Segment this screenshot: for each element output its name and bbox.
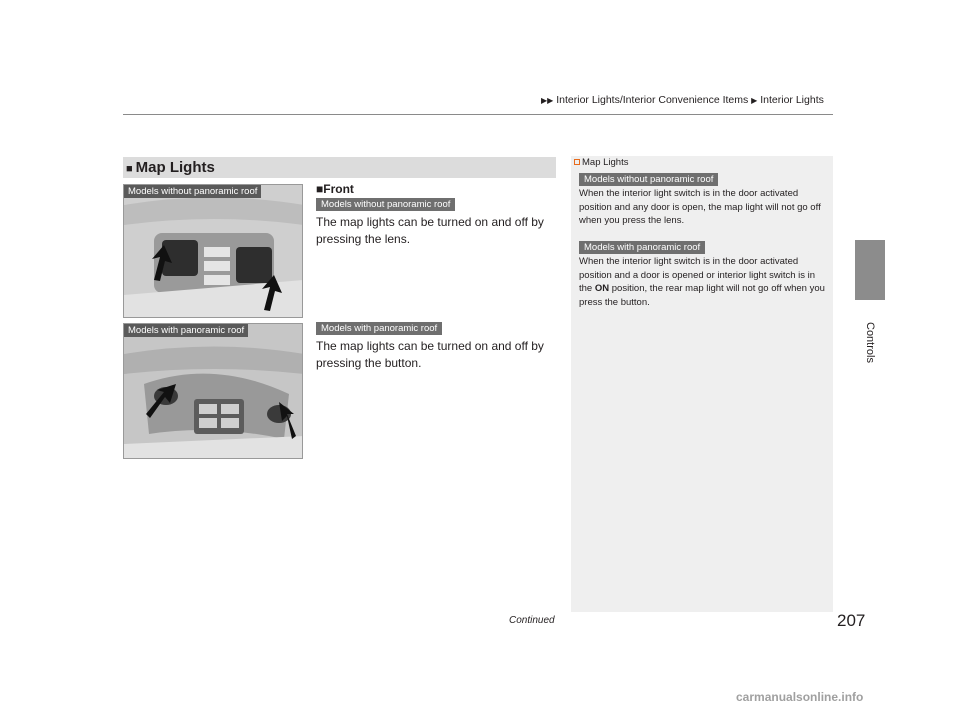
note-paragraph: When the interior light switch is in the door activated position and any door is open, the map light will not go off when you press the lens. bbox=[579, 188, 821, 226]
note-paragraph: When the interior light switch is in the door activated position and a door is opened or interior light switch is in the ON position, the rear map light will not go off when you press the button. bbox=[579, 256, 825, 308]
page-number: 207 bbox=[837, 611, 866, 630]
map-light-illustration bbox=[124, 324, 303, 459]
photo-tag: Models without panoramic roof bbox=[124, 185, 261, 198]
map-light-illustration bbox=[124, 185, 303, 318]
section-heading bbox=[123, 157, 556, 178]
section-title: Map Lights bbox=[135, 159, 215, 176]
header-rule bbox=[123, 114, 833, 115]
breadcrumb-item[interactable]: Interior Lights/Interior Convenience Items bbox=[556, 94, 749, 106]
body-paragraph: The map lights can be turned on and off by pressing the lens. bbox=[316, 215, 544, 246]
square-bullet-icon: ■ bbox=[316, 182, 324, 196]
double-arrow-icon: ▶▶ bbox=[541, 96, 554, 105]
body-paragraph: The map lights can be turned on and off by pressing the button. bbox=[316, 339, 544, 370]
continued-label: Continued bbox=[509, 615, 555, 626]
arrow-icon: ▶ bbox=[751, 96, 758, 105]
model-badge: Models without panoramic roof bbox=[579, 173, 718, 186]
model-badge: Models without panoramic roof bbox=[316, 198, 455, 211]
map-light-photo-with-roof bbox=[123, 323, 303, 459]
subheading-front: ■Front bbox=[316, 182, 354, 196]
watermark: carmanualsonline.info bbox=[736, 690, 864, 704]
photo-tag: Models with panoramic roof bbox=[124, 324, 248, 337]
square-bullet-icon: ■ bbox=[126, 163, 133, 175]
breadcrumb bbox=[541, 94, 824, 106]
map-light-photo-without-roof bbox=[123, 184, 303, 318]
chapter-label: Controls bbox=[864, 322, 876, 363]
chapter-tab bbox=[855, 240, 885, 300]
breadcrumb-item[interactable]: Interior Lights bbox=[760, 94, 824, 106]
on-keyword: ON bbox=[594, 283, 610, 294]
model-badge: Models with panoramic roof bbox=[579, 241, 705, 254]
note-title: Map Lights bbox=[574, 157, 628, 168]
model-badge: Models with panoramic roof bbox=[316, 322, 442, 335]
note-box-icon bbox=[574, 159, 580, 165]
